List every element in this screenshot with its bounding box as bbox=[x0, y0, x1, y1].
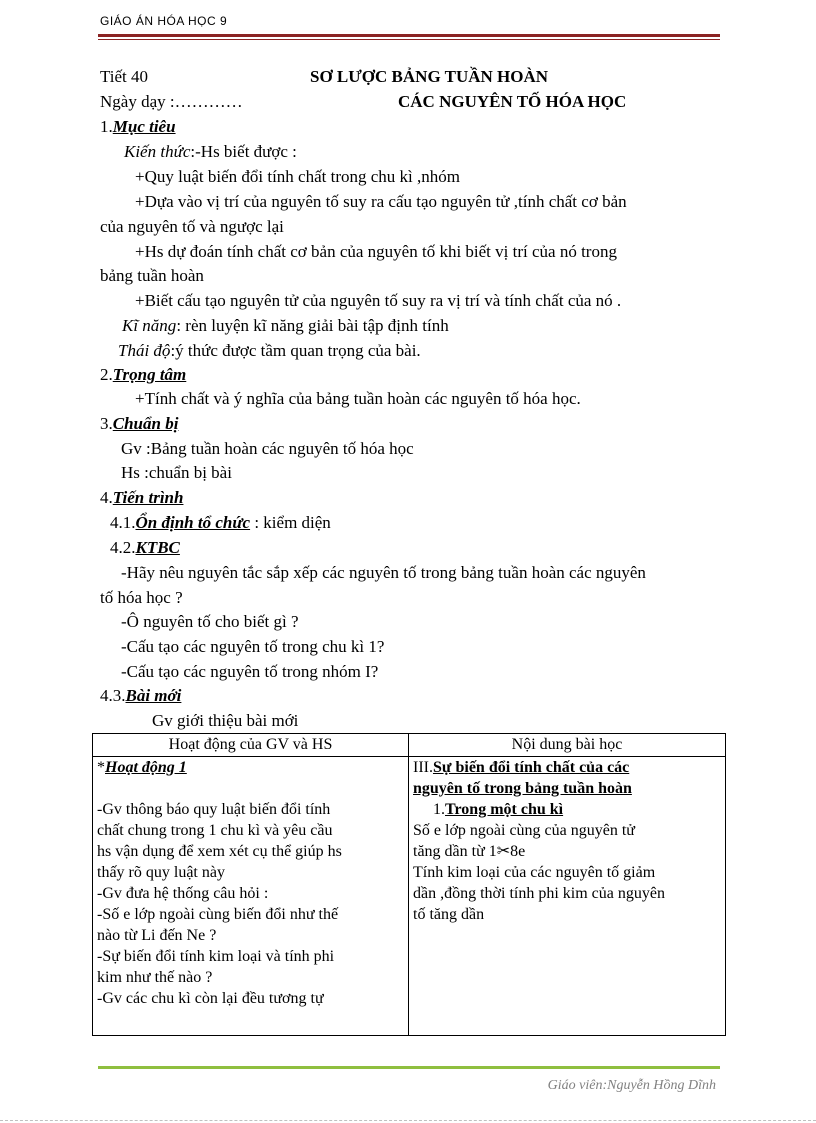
header-title: GIÁO ÁN HÓA HỌC 9 bbox=[100, 14, 228, 28]
prep-student: Hs :chuẩn bị bài bbox=[121, 463, 232, 482]
lesson-date: Ngày dạy :………… bbox=[100, 92, 243, 111]
section3-heading bbox=[100, 413, 178, 435]
activity-line: thấy rõ quy luật này bbox=[97, 864, 225, 881]
review-question-cont: tố hóa học ? bbox=[100, 588, 183, 607]
footer-teacher: Giáo viên:Nguyễn Hồng Dĩnh bbox=[547, 1078, 716, 1093]
table-header-activities: Hoạt động của GV và HS bbox=[93, 734, 409, 757]
review-question: -Cấu tạo các nguyên tố trong chu kì 1? bbox=[121, 637, 385, 656]
section4-number: 4. bbox=[100, 488, 113, 507]
activity-line: -Gv đưa hệ thống câu hỏi : bbox=[97, 885, 269, 902]
section41-number: 4.1. bbox=[110, 513, 136, 532]
lesson-title-line1: SƠ LƯỢC BẢNG TUẦN HOÀN bbox=[310, 67, 549, 86]
activity-line: -Sự biến đổi tính kim loại và tính phi bbox=[97, 948, 335, 965]
section42-number: 4.2. bbox=[110, 538, 136, 557]
attitude-label: Thái độ bbox=[118, 341, 171, 360]
footer-rule bbox=[98, 1066, 720, 1069]
cell-spacer bbox=[97, 778, 404, 799]
review-question: -Ô nguyên tố cho biết gì ? bbox=[121, 612, 299, 631]
content-sub-title: Trong một chu kì bbox=[445, 801, 564, 818]
section42-title: KTBC bbox=[135, 538, 180, 557]
knowledge-label: Kiến thức bbox=[124, 142, 191, 161]
content-heading-prefix: III. bbox=[413, 759, 433, 776]
review-question: -Hãy nêu nguyên tắc sắp xếp các nguyên tố trong bảng tuần hoàn các nguyên bbox=[121, 563, 646, 582]
content-heading bbox=[413, 757, 721, 778]
content-line: dần ,đồng thời tính phi kim của nguyên bbox=[413, 885, 665, 902]
skill-label: Kĩ năng bbox=[122, 316, 177, 335]
lesson-table bbox=[92, 733, 726, 1036]
page-break-line bbox=[0, 1120, 816, 1121]
content-sub-number: 1. bbox=[433, 801, 445, 818]
lesson-period: Tiết 40 bbox=[100, 67, 149, 86]
objective-item: +Dựa vào vị trí của nguyên tố suy ra cấu tạo nguyên tử ,tính chất cơ bản bbox=[135, 192, 627, 211]
activity-line: -Gv thông báo quy luật biến đổi tính bbox=[97, 801, 331, 818]
activity-line: hs vận dụng để xem xét cụ thể giúp hs bbox=[97, 843, 342, 860]
section2-title: Trọng tâm bbox=[112, 365, 187, 384]
section41-text: : kiểm diện bbox=[250, 513, 331, 532]
table-header-content: Nội dung bài học bbox=[409, 734, 726, 757]
activity-line: kim như thế nào ? bbox=[97, 969, 213, 986]
content-heading-line1: Sự biến đổi tính chất của các bbox=[432, 759, 630, 776]
content-line: tố tăng dần bbox=[413, 906, 485, 923]
new-lesson-intro: Gv giới thiệu bài mới bbox=[152, 711, 299, 730]
objective-item: +Hs dự đoán tính chất cơ bản của nguyên tố khi biết vị trí của nó trong bbox=[135, 242, 617, 261]
attitude-line bbox=[118, 340, 421, 362]
section41-title: Ổn định tổ chức bbox=[135, 513, 251, 532]
activity-title: Hoạt động 1 bbox=[105, 759, 187, 776]
activity-heading bbox=[97, 757, 404, 778]
section2-number: 2. bbox=[100, 365, 113, 384]
section4-title: Tiến trình bbox=[112, 488, 184, 507]
review-question: -Cấu tạo các nguyên tố trong nhóm I? bbox=[121, 662, 379, 681]
skill-line bbox=[122, 315, 449, 337]
objective-item-cont: bảng tuần hoàn bbox=[100, 266, 204, 285]
content-subheading bbox=[413, 799, 721, 820]
activity-line: chất chung trong 1 chu kì và yêu cầu bbox=[97, 822, 333, 839]
knowledge-line bbox=[124, 141, 297, 163]
section1-number: 1. bbox=[100, 117, 113, 136]
objective-item-cont: của nguyên tố và ngược lại bbox=[100, 217, 284, 236]
activities-cell bbox=[93, 757, 409, 1036]
section43-title: Bài mới bbox=[125, 686, 182, 705]
section43-number: 4.3. bbox=[100, 686, 126, 705]
section2-text: +Tính chất và ý nghĩa của bảng tuần hoàn các nguyên tố hóa học. bbox=[135, 389, 581, 408]
lesson-title-line2: CÁC NGUYÊN TỐ HÓA HỌC bbox=[398, 92, 627, 111]
prep-teacher: Gv :Bảng tuần hoàn các nguyên tố hóa học bbox=[121, 439, 414, 458]
objective-item: +Biết cấu tạo nguyên tử của nguyên tố suy ra vị trí và tính chất của nó . bbox=[135, 291, 622, 310]
content-line: Số e lớp ngoài cùng của nguyên tử bbox=[413, 822, 635, 839]
content-heading-line2: nguyên tố trong bảng tuần hoàn bbox=[413, 780, 632, 797]
objective-item: +Quy luật biến đổi tính chất trong chu kì ,nhóm bbox=[135, 167, 460, 186]
section43-line bbox=[100, 685, 181, 707]
attitude-text: :ý thức được tầm quan trọng của bài. bbox=[170, 341, 421, 360]
section1-title: Mục tiêu bbox=[112, 117, 176, 136]
content-line: Tính kim loại của các nguyên tố giảm bbox=[413, 864, 656, 881]
section4-heading bbox=[100, 487, 183, 509]
table-row bbox=[93, 757, 726, 1036]
activity-line: -Gv các chu kì còn lại đều tương tự bbox=[97, 990, 324, 1007]
activity-line: -Số e lớp ngoài cùng biến đổi như thế bbox=[97, 906, 339, 923]
skill-text: : rèn luyện kĩ năng giải bài tập định tính bbox=[176, 316, 449, 335]
activity-line: nào từ Li đến Ne ? bbox=[97, 927, 217, 944]
section42-line bbox=[110, 537, 180, 559]
section2-heading bbox=[100, 364, 186, 386]
content-line: tăng dần từ 1✂8e bbox=[413, 843, 526, 860]
section3-number: 3. bbox=[100, 414, 113, 433]
section41-line bbox=[110, 512, 331, 534]
section1-heading bbox=[100, 116, 176, 138]
section3-title: Chuẩn bị bbox=[112, 414, 179, 433]
activity-prefix: * bbox=[97, 759, 105, 776]
header-rule bbox=[98, 34, 720, 37]
header-rule-thin bbox=[98, 39, 720, 40]
content-cell bbox=[409, 757, 726, 1036]
table-header-row bbox=[93, 734, 726, 757]
knowledge-text: :-Hs biết được : bbox=[190, 142, 297, 161]
